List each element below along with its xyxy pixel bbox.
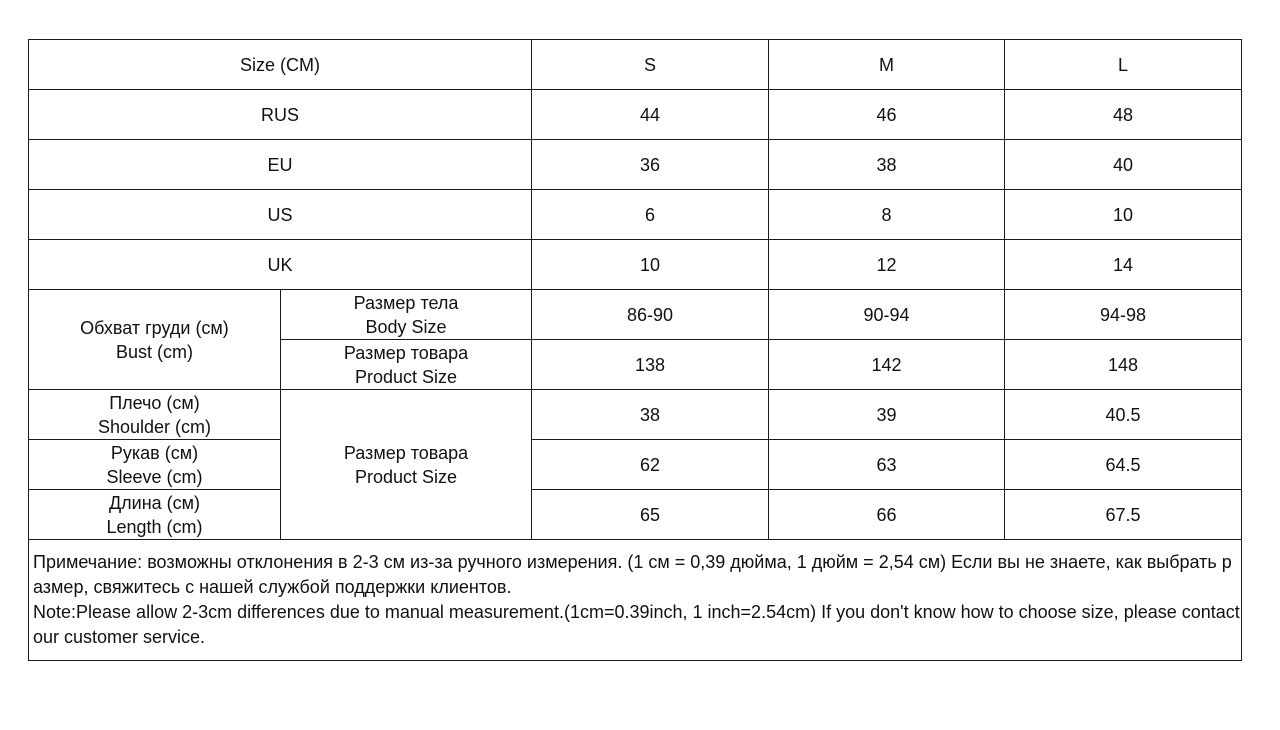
- body-size-label-ru: Размер тела: [353, 292, 459, 313]
- table-cell: 86-90: [532, 290, 769, 340]
- bust-label: [29, 290, 281, 390]
- table-cell: 10: [1005, 190, 1242, 240]
- table-cell: 148: [1005, 340, 1242, 390]
- table-cell: 36: [532, 140, 769, 190]
- sleeve-label-ru: Рукав (см): [110, 442, 199, 463]
- shoulder-label-en: Shoulder (cm): [97, 416, 212, 437]
- size-m-header: M: [769, 40, 1005, 90]
- length-label: [29, 490, 281, 540]
- product-group-label-ru: Размер товара: [343, 442, 469, 463]
- table-cell: 40: [1005, 140, 1242, 190]
- table-cell: 46: [769, 90, 1005, 140]
- table-cell: 94-98: [1005, 290, 1242, 340]
- table-cell: 66: [769, 490, 1005, 540]
- length-row: [29, 490, 1242, 540]
- table-cell: 6: [532, 190, 769, 240]
- body-size-label: [281, 290, 532, 340]
- table-cell: 10: [532, 240, 769, 290]
- table-cell: 14: [1005, 240, 1242, 290]
- product-group-label: [281, 390, 532, 540]
- row-label: EU: [29, 140, 532, 190]
- row-label: US: [29, 190, 532, 240]
- row-label: UK: [29, 240, 532, 290]
- shoulder-row: [29, 390, 1242, 440]
- bust-body-size-row: [29, 290, 1242, 340]
- table-cell: 63: [769, 440, 1005, 490]
- product-group-label-en: Product Size: [354, 466, 458, 487]
- length-label-ru: Длина (см): [108, 492, 201, 513]
- bust-label-ru: Обхват груди (см): [80, 317, 229, 338]
- body-size-label-en: Body Size: [365, 316, 447, 337]
- row-label: RUS: [29, 90, 532, 140]
- table-cell: 48: [1005, 90, 1242, 140]
- table-cell: 65: [532, 490, 769, 540]
- shoulder-label-ru: Плечо (см): [109, 392, 200, 413]
- note-text-en: Note:Please allow 2-3cm differences due to manual measurement.(1cm=0.39inch, 1 inch=2.54cm) If you don't know how to choose size, please contact our customer service.: [33, 602, 1240, 647]
- bust-label-en: Bust (cm): [115, 341, 193, 362]
- sleeve-row: [29, 440, 1242, 490]
- shoulder-label: [29, 390, 281, 440]
- note-text-ru: Примечание: возможны отклонения в 2-3 см из-за ручного измерения. (1 см = 0,39 дюйма, 1 дюйм = 2,54 см) Если вы не знаете, как выбрать размер, свяжитесь с нашей службой поддержки клиентов.: [33, 552, 1232, 597]
- sleeve-label: [29, 440, 281, 490]
- table-cell: 138: [532, 340, 769, 390]
- sleeve-label-en: Sleeve (cm): [106, 466, 203, 487]
- product-size-label-ru: Размер товара: [343, 342, 469, 363]
- table-cell: 90-94: [769, 290, 1005, 340]
- table-cell: 38: [769, 140, 1005, 190]
- table-cell: 62: [532, 440, 769, 490]
- header-row: [29, 40, 1242, 90]
- size-chart-table: [28, 39, 1242, 661]
- product-size-label: [281, 340, 532, 390]
- table-cell: 40.5: [1005, 390, 1242, 440]
- table-cell: 12: [769, 240, 1005, 290]
- table-cell: 38: [532, 390, 769, 440]
- size-header-label: Size (CM): [29, 40, 532, 90]
- note-row: [29, 540, 1242, 661]
- length-label-en: Length (cm): [106, 516, 203, 537]
- table-cell: 44: [532, 90, 769, 140]
- eu-row: [29, 140, 1242, 190]
- table-cell: 142: [769, 340, 1005, 390]
- product-size-label-en: Product Size: [354, 366, 458, 387]
- table-cell: 8: [769, 190, 1005, 240]
- size-s-header: S: [532, 40, 769, 90]
- note-cell: [29, 540, 1242, 661]
- table-cell: 64.5: [1005, 440, 1242, 490]
- rus-row: [29, 90, 1242, 140]
- uk-row: [29, 240, 1242, 290]
- table-cell: 67.5: [1005, 490, 1242, 540]
- size-l-header: L: [1005, 40, 1242, 90]
- table-cell: 39: [769, 390, 1005, 440]
- us-row: [29, 190, 1242, 240]
